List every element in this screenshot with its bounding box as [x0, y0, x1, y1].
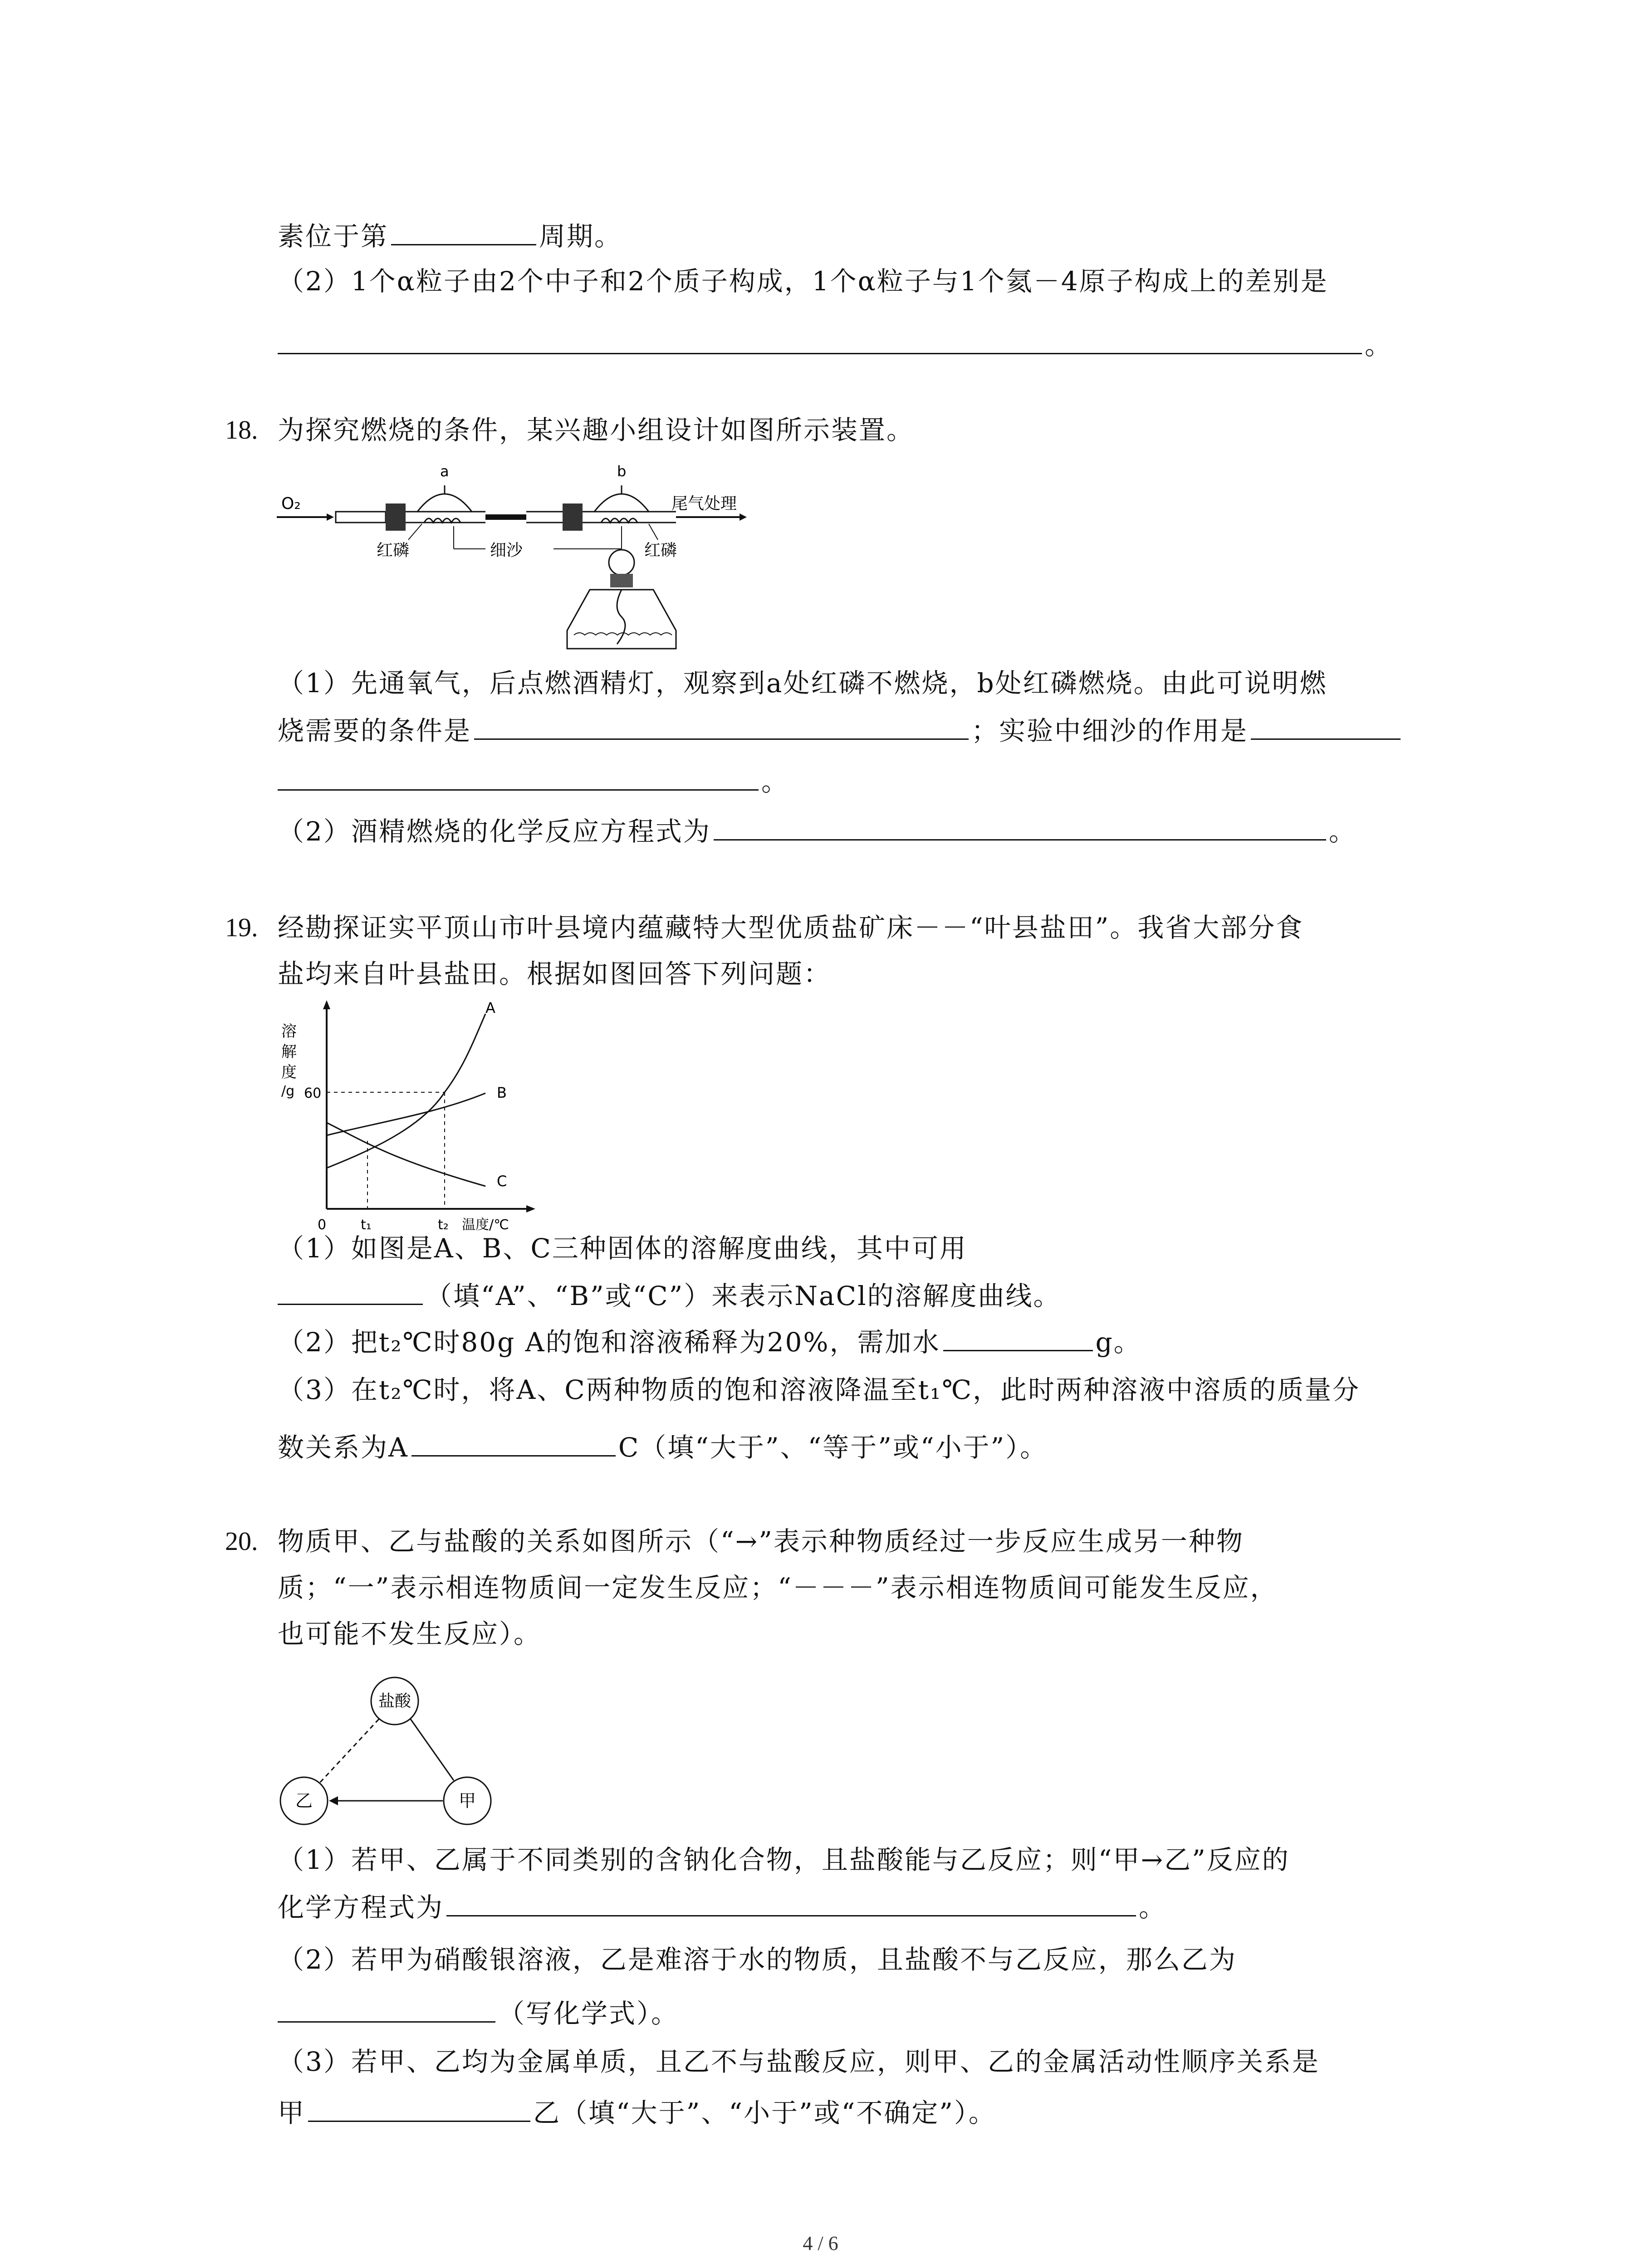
stopper2	[563, 503, 583, 531]
o2-arrow-head	[327, 513, 334, 521]
q18-number: 18.	[225, 415, 258, 445]
q19-p1-line2-text: （填“A”、“B”或“C”）来表示NaCl的溶解度曲线。	[426, 1281, 1061, 1311]
q18-p2	[278, 812, 1357, 850]
q19-p3-line2	[278, 1428, 1048, 1466]
node-acid-label: 盐酸	[378, 1692, 411, 1711]
q17-blank-difference[interactable]	[278, 326, 1362, 354]
q17-blank-period[interactable]	[391, 217, 536, 245]
q18-p1-line3-end: 。	[761, 766, 789, 797]
q17-line3-end: 。	[1365, 330, 1393, 361]
lamp-wick	[617, 590, 625, 644]
bulb-b	[594, 494, 649, 512]
sand-label: 细沙	[490, 541, 523, 560]
solubility-chart	[272, 996, 554, 1232]
q20-blank-formula[interactable]	[278, 1994, 495, 2023]
outlet-arrow-head	[740, 513, 747, 521]
q18-p1-line2	[278, 711, 1403, 749]
q20-p2-line1: （2）若甲为硝酸银溶液，乙是难溶于水的物质，且盐酸不与乙反应，那么乙为	[278, 1944, 1237, 1975]
stopper1	[386, 503, 406, 531]
q18-blank-sand-2[interactable]	[278, 762, 759, 791]
x-axis-arrow	[526, 1205, 535, 1212]
q19-blank-compare[interactable]	[411, 1428, 616, 1457]
label-B: B	[497, 1084, 507, 1101]
lamp-flame	[609, 550, 634, 575]
q17-text1-end: 周期。	[539, 221, 622, 252]
q19-p2-text: （2）把t₂℃时80g A的饱和溶液稀释为20%，需加水	[278, 1327, 941, 1358]
q18-p1-line2-text: 烧需要的条件是	[278, 715, 472, 746]
node-jia-label: 甲	[458, 1791, 476, 1811]
tube1-left	[336, 512, 386, 523]
label-C: C	[497, 1173, 507, 1190]
q20-p1-line1: （1）若甲、乙属于不同类别的含钠化合物，且盐酸能与乙反应；则“甲→乙”反应的	[278, 1844, 1290, 1875]
q19-p2-end: g。	[1095, 1327, 1141, 1358]
y-label-4: /g	[281, 1083, 295, 1099]
o2-label: O₂	[281, 494, 301, 513]
y-axis-arrow	[323, 1000, 330, 1009]
q20-p3-line2-a: 甲	[278, 2097, 306, 2128]
q20-blank-activity[interactable]	[308, 2093, 530, 2122]
q20-p3-line2-b: 乙（填“大于”、“小于”或“不确定”）。	[533, 2097, 996, 2128]
red-p1-label: 红磷	[377, 541, 410, 560]
y-label-2: 解	[281, 1043, 297, 1061]
x-label: 温度/℃	[462, 1217, 509, 1232]
q19-p3-line1: （3）在t₂℃时，将A、C两种物质的饱和溶液降温至t₁℃，此时两种溶液中溶质的质量分	[278, 1374, 1361, 1405]
q19-blank-water[interactable]	[943, 1323, 1093, 1351]
q20-p3-line2	[278, 2093, 996, 2131]
q20-p1-end: 。	[1139, 1892, 1167, 1923]
q20-p2-line2-text: （写化学式）。	[498, 1998, 679, 2029]
q19-p1-line2	[278, 1276, 1061, 1314]
q19-stem-line2: 盐均来自叶县盐田。根据如图回答下列问题：	[278, 958, 832, 989]
q18-p1-line2-mid: ；实验中细沙的作用是	[971, 715, 1249, 746]
t1-label: t₁	[361, 1217, 372, 1232]
q17-line2: （2）1个α粒子由2个中子和2个质子构成，1个α粒子与1个氦－4原子构成上的差别是	[278, 266, 1328, 297]
origin-label: 0	[318, 1217, 327, 1232]
q18-blank-equation[interactable]	[714, 812, 1326, 841]
q18-p1-line1: （1）先通氧气，后点燃酒精灯，观察到a处红磷不燃烧，b处红磷燃烧。由此可说明燃	[278, 668, 1327, 699]
page-number: 4 / 6	[803, 2232, 838, 2254]
label-b: b	[617, 463, 627, 480]
q18-stem: 为探究燃烧的条件，某兴趣小组设计如图所示装置。	[278, 415, 915, 445]
y-label-1: 溶	[281, 1022, 297, 1041]
curve-A	[327, 1014, 485, 1168]
q19-p1-line1: （1）如图是A、B、C三种固体的溶解度曲线，其中可用	[278, 1233, 967, 1264]
q20-number: 20.	[225, 1526, 258, 1556]
label-a: a	[440, 463, 449, 480]
q19-stem-line1: 经勘探证实平顶山市叶县境内蕴藏特大型优质盐矿床－－“叶县盐田”。我省大部分食	[278, 912, 1304, 943]
leader-rp2	[649, 524, 658, 540]
q19-p3-line2-a: 数关系为A	[278, 1432, 409, 1463]
connector	[485, 514, 526, 520]
q17-line3	[278, 326, 1392, 363]
q20-p2-line2	[278, 1994, 679, 2032]
q18-p2-end: 。	[1328, 816, 1357, 847]
q20-p1-line2	[278, 1888, 1166, 1926]
arrow-jia-yi-head	[329, 1796, 338, 1805]
q18-blank-condition[interactable]	[474, 711, 969, 740]
y-tick-60: 60	[304, 1085, 322, 1101]
q20-stem-line1: 物质甲、乙与盐酸的关系如图所示（“→”表示种物质经过一步反应生成另一种物	[278, 1526, 1244, 1557]
q18-p1-line3	[278, 762, 789, 800]
line-acid-jia	[411, 1719, 454, 1780]
leader-rp1	[408, 524, 422, 540]
q19-p2	[278, 1323, 1141, 1360]
relation-diagram	[272, 1669, 508, 1837]
t2-label: t₂	[438, 1217, 449, 1232]
lamp-cap	[610, 574, 633, 587]
curve-C	[327, 1123, 485, 1186]
q20-blank-equation[interactable]	[446, 1888, 1136, 1916]
bulb-a	[417, 494, 472, 512]
combustion-apparatus-figure	[272, 458, 771, 658]
q19-blank-nacl[interactable]	[278, 1276, 423, 1305]
tail-gas-label: 尾气处理	[671, 494, 737, 513]
q17-line1	[278, 217, 622, 254]
q20-p3-line1: （3）若甲、乙均为金属单质，且乙不与盐酸反应，则甲、乙的金属活动性顺序关系是	[278, 2046, 1320, 2077]
q20-p1-line2-text: 化学方程式为	[278, 1892, 444, 1923]
dashed-acid-yi	[320, 1719, 379, 1783]
q18-blank-sand-1[interactable]	[1251, 711, 1401, 740]
q18-p2-text: （2）酒精燃烧的化学反应方程式为	[278, 816, 711, 847]
q19-p3-line2-b: C（填“大于”、“等于”或“小于”）。	[618, 1432, 1048, 1463]
label-A: A	[485, 999, 495, 1017]
red-p2-label: 红磷	[644, 541, 677, 560]
y-label-3: 度	[281, 1063, 297, 1081]
q20-stem-line3: 也可能不发生反应）。	[278, 1618, 542, 1649]
lamp-body	[567, 590, 676, 649]
node-yi-label: 乙	[295, 1791, 313, 1811]
q19-number: 19.	[225, 913, 258, 942]
q20-stem-line2: 质；“一”表示相连物质间一定发生反应；“－－－”表示相连物质间可能发生反应，	[278, 1572, 1278, 1603]
q17-text1: 素位于第	[278, 221, 389, 252]
